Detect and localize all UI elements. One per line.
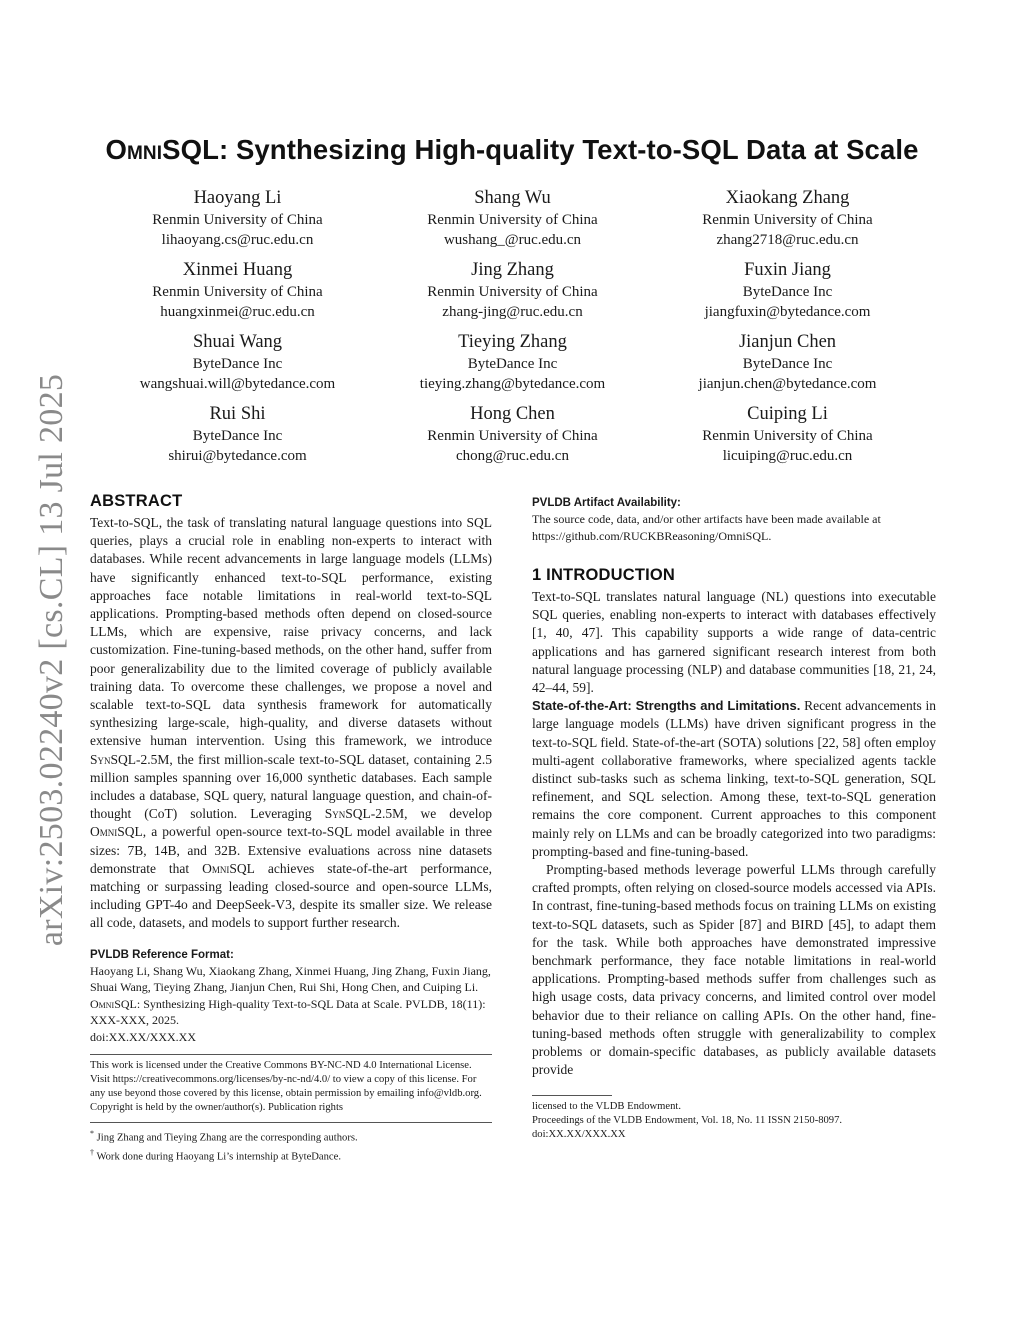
author-affiliation: ByteDance Inc	[467, 356, 558, 372]
artifact-text: The source code, data, and/or other artifacts have been made available at https://github.com/RUCKBReasoning/OmniSQL.	[532, 512, 881, 543]
footnote-rule	[90, 1122, 492, 1123]
author-name: Tieying Zhang	[458, 332, 567, 352]
title-system-name: OmniSQL	[105, 134, 219, 165]
intro-paragraph-2	[532, 697, 936, 861]
author-affiliation: ByteDance Inc	[742, 356, 833, 372]
author-affiliation: ByteDance Inc	[742, 284, 833, 300]
paragraph-text: Recent advancements in large language models (LLMs) have driven significant progress in the text-to-SQL field. State-of-the-art (SOTA) solutions [22, 58] often employ multi-agent collaborative frameworks, where specialized agents tackle distinct sub-tasks such as schema linking, text-to-SQL generation, SQL refinement, and SQL selection. Among these, text-to-SQL generation remains the core component. Current approaches to this component mainly rely on LLMs and can be broadly categorized into two paradigms: prompting-based and fine-tuning-based.	[532, 698, 937, 859]
author-email: huangxinmei@ruc.edu.cn	[160, 304, 315, 320]
model-name: OmniSQL	[202, 860, 255, 876]
author-affiliation: Renmin University of China	[427, 428, 598, 444]
author-email: wushang_@ruc.edu.cn	[443, 232, 582, 248]
author-affiliation: Renmin University of China	[152, 284, 323, 300]
author-email: tieying.zhang@bytedance.com	[419, 376, 606, 392]
author-affiliation: ByteDance Inc	[192, 356, 283, 372]
model-name: OmniSQL	[90, 996, 137, 1011]
footnote-text: Jing Zhang and Tieying Zhang are the corresponding authors.	[96, 1132, 358, 1144]
right-column	[532, 497, 936, 1142]
paragraph-heading: State-of-the-Art: Strengths and Limitations.	[532, 698, 801, 714]
author-email: zhang-jing@ruc.edu.cn	[442, 304, 583, 320]
author-email: jiangfuxin@bytedance.com	[704, 304, 871, 320]
footer-license: licensed to the VLDB Endowment.	[532, 1101, 681, 1113]
reference-format-heading: PVLDB Reference Format:	[90, 948, 234, 961]
author-entry	[650, 330, 925, 394]
left-column	[90, 492, 492, 1164]
author-affiliation: Renmin University of China	[702, 428, 873, 444]
author-entry	[100, 402, 375, 466]
author-name: Hong Chen	[470, 404, 555, 424]
author-name: Shuai Wang	[192, 332, 283, 352]
author-affiliation: Renmin University of China	[427, 212, 598, 228]
author-email: wangshuai.will@bytedance.com	[139, 376, 336, 392]
author-entry	[375, 186, 650, 250]
title-rest: : Synthesizing High-quality Text-to-SQL Data at Scale	[218, 134, 919, 165]
author-name: Jianjun Chen	[738, 332, 837, 352]
abstract-text	[90, 514, 492, 933]
author-name: Xinmei Huang	[182, 260, 293, 280]
license-rule	[90, 1054, 492, 1055]
author-affiliation: ByteDance Inc	[192, 428, 283, 444]
author-email: lihaoyang.cs@ruc.edu.cn	[161, 232, 314, 248]
reference-part: Haoyang Li, Shang Wu, Xiaokang Zhang, Xinmei Huang, Jing Zhang, Fuxin Jiang, Shuai Wang, Tieying Zhang, Jianjun Chen, Rui Shi, Hong Chen, and Cuiping Li.	[90, 963, 491, 995]
author-email: zhang2718@ruc.edu.cn	[716, 232, 859, 248]
footnote-text: Work done during Haoyang Li’s internship at ByteDance.	[96, 1151, 341, 1163]
author-block	[100, 186, 924, 466]
abstract-part: -2.5M, we develop	[370, 806, 492, 822]
author-entry	[650, 186, 925, 250]
abstract-heading: ABSTRACT	[90, 492, 183, 510]
arxiv-identifier: arXiv:2503.02240v2 [cs.CL] 13 Jul 2025	[33, 373, 70, 947]
dataset-name: SynSQL	[324, 806, 371, 822]
abstract-part: , a powerful open-source text-to-SQL model available in three sizes: 7B, 14B, and 32B. Extensive evaluations across nine datasets demonstrate that	[90, 824, 492, 876]
author-email: jianjun.chen@bytedance.com	[698, 376, 877, 392]
author-entry	[375, 330, 650, 394]
dataset-name: SynSQL	[90, 751, 137, 767]
author-affiliation: Renmin University of China	[702, 212, 873, 228]
author-name: Rui Shi	[209, 404, 266, 424]
author-name: Haoyang Li	[193, 188, 282, 208]
reference-format-text	[90, 963, 492, 1029]
intro-paragraph-3: Prompting-based methods leverage powerful LLMs through carefully crafted prompts, often relying on closed-source models accessed via APIs. In contrast, fine-tuning-based methods focus on training LLMs on existing text-to-SQL datasets, such as Spider [87] and BIRD [45], to adapt them for the task. While both approaches have demonstrated impressive benchmark performance, they face notable limitations in real-world applications. Prompting-based methods suffer from challenges such as high usage costs, data privacy concerns, and limited control over model behavior due to their reliance on calling APIs. On the other hand, fine-tuning-based methods often struggle with generalizability to complex problems or domain-specific databases, as publicly available datasets provide	[532, 862, 936, 1078]
reference-doi: doi:XX.XX/XXX.XX	[90, 1029, 196, 1044]
artifact-heading: PVLDB Artifact Availability:	[532, 497, 681, 509]
reference-part: : Synthesizing High-quality Text-to-SQL Data at Scale. PVLDB, 18(11): XXX-XXX, 2025.	[90, 996, 486, 1028]
author-entry	[650, 402, 925, 466]
footer-rule	[532, 1095, 612, 1096]
author-name: Jing Zhang	[471, 260, 554, 280]
abstract-part: Text-to-SQL, the task of translating natural language questions into SQL queries, plays a crucial role in enabling non-experts to interact with databases. While recent advancements in large language models (LLMs) have significantly enhanced text-to-SQL performance, existing approaches face notable limitations in real-world text-to-SQL applications. Prompting-based methods often depend on closed-source LLMs, which are expensive, raise privacy concerns, and lack customization. Fine-tuning-based methods, on the other hand, suffer from poor generalizability due to the limited coverage of publicly available training data. To overcome these challenges, we propose a novel and scalable text-to-SQL data synthesis framework for automatically synthesizing large-scale, high-quality, and diverse datasets without extensive human intervention. Using this framework, we introduce	[90, 515, 492, 749]
author-entry	[650, 258, 925, 322]
footnote-corresponding: * Jing Zhang and Tieying Zhang are the corresponding authors.	[90, 1129, 358, 1144]
author-name: Fuxin Jiang	[744, 260, 831, 280]
author-name: Shang Wu	[474, 188, 551, 208]
author-entry	[100, 330, 375, 394]
author-affiliation: Renmin University of China	[427, 284, 598, 300]
author-entry	[100, 258, 375, 322]
author-entry	[100, 186, 375, 250]
author-name: Cuiping Li	[747, 404, 828, 424]
abstract-part: -2.5M, the first million-scale text-to-SQL dataset, containing 2.5 million samples spanning over 16,000 synthetic databases. Each sample includes a database, SQL query, natural language question, and chain-of-thought (CoT) solution. Leveraging	[90, 751, 492, 822]
author-email: shirui@bytedance.com	[168, 448, 307, 464]
author-entry	[375, 402, 650, 466]
introduction-heading: 1 INTRODUCTION	[532, 566, 676, 584]
footer-doi: doi:XX.XX/XXX.XX	[532, 1129, 626, 1141]
footnote-internship: † Work done during Haoyang Li’s internship at ByteDance.	[90, 1147, 341, 1163]
author-email: chong@ruc.edu.cn	[456, 448, 569, 464]
abstract-part: achieves state-of-the-art performance, matching or surpassing leading closed-source and open-source LLMs, including GPT-4o and DeepSeek-V3, despite its smaller size. We release all code, datasets, and models to support further research.	[90, 860, 492, 931]
footer-proceedings: Proceedings of the VLDB Endowment, Vol. 18, No. 11 ISSN 2150-8097.	[532, 1115, 843, 1127]
reference-format	[90, 949, 492, 1046]
author-name: Xiaokang Zhang	[725, 188, 850, 208]
author-affiliation: Renmin University of China	[152, 212, 323, 228]
author-email: licuiping@ruc.edu.cn	[722, 448, 853, 464]
paper-title	[0, 134, 1024, 166]
license-note: This work is licensed under the Creative Commons BY-NC-ND 4.0 International License. Visit https://creativecommons.org/licenses/by-nc-nd/4.0/ to view a copy of this license. For any use beyond those covered by this license, obtain permission by emailing info@vldb.org. Copyright is held by the owner/author(s). Publication rights	[90, 1060, 482, 1114]
model-name: OmniSQL	[90, 824, 143, 840]
author-entry	[375, 258, 650, 322]
intro-paragraph-1: Text-to-SQL translates natural language (NL) questions into executable SQL queries, enabling non-experts to interact with databases effectively [1, 40, 47]. This capability supports a wide range of data-centric applications and has garnered significant research interest from both natural language processing (NLP) and database communities [18, 21, 24, 42–44, 59].	[532, 589, 936, 696]
